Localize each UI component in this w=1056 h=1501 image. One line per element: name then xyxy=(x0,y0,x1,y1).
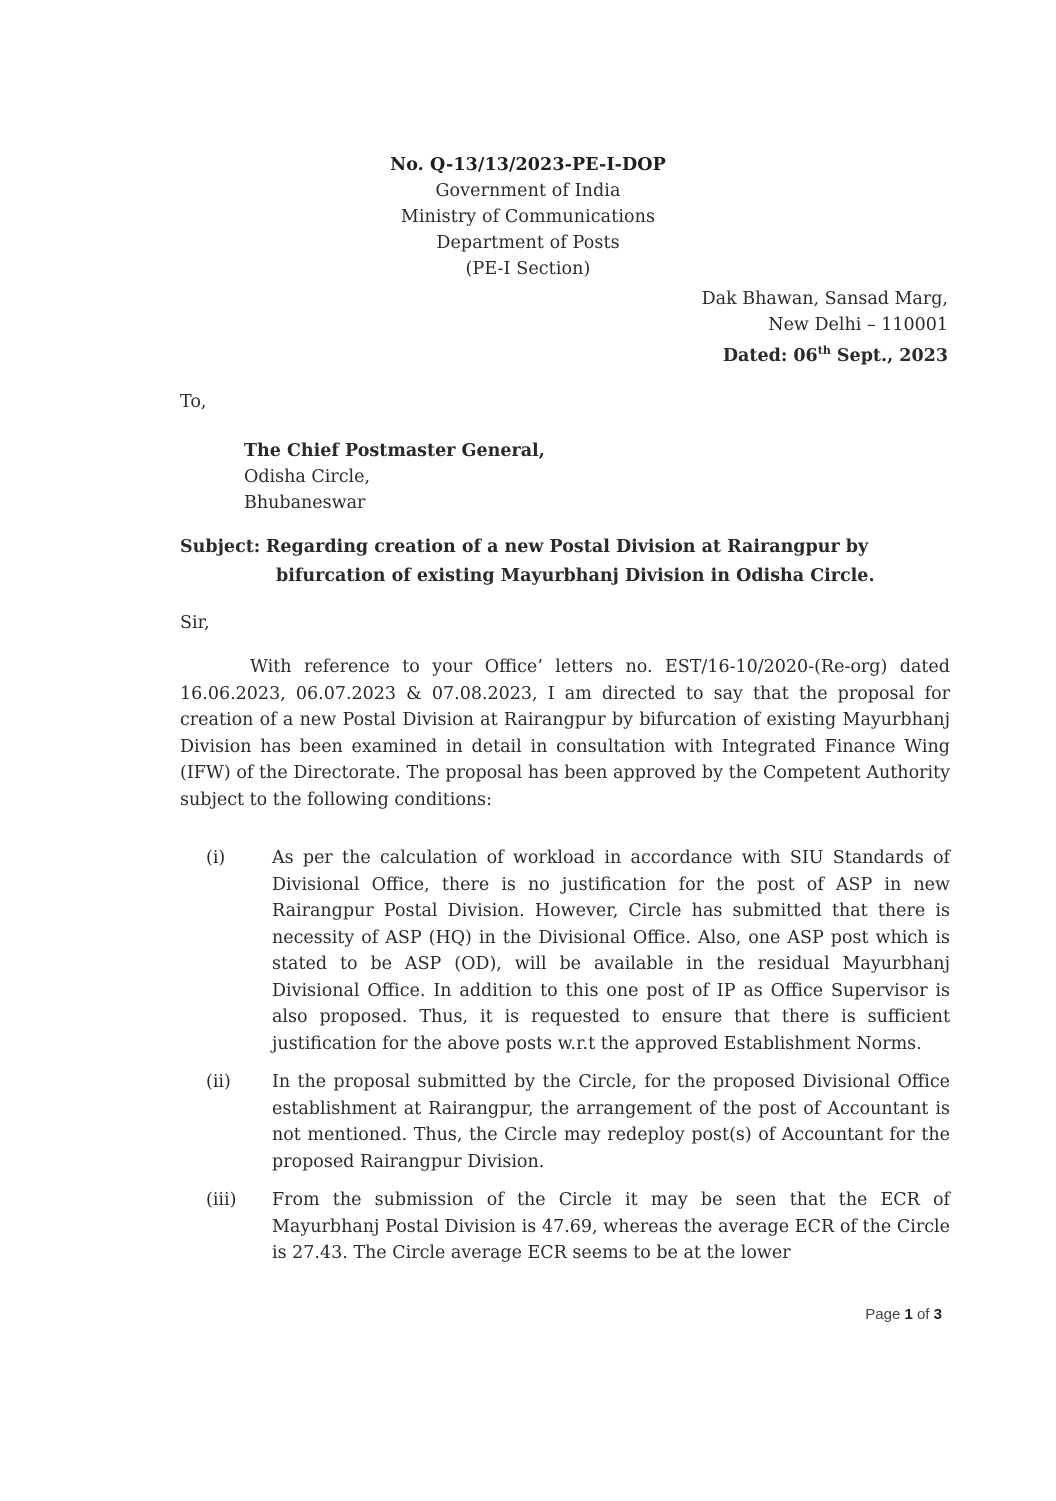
page-number: Page 1 of 3 xyxy=(865,1306,942,1323)
conditions-list xyxy=(206,845,950,1279)
header-government: Government of India xyxy=(435,181,621,201)
header-ministry: Ministry of Communications xyxy=(400,207,656,227)
address-line-1: Dak Bhawan, Sansad Marg, xyxy=(701,289,948,309)
subject-block xyxy=(180,533,950,591)
letter-date: Dated: 06th Sept., 2023 xyxy=(722,344,948,366)
condition-text: As per the calculation of workload in accordance with SIU Standards of Divisional Office, there is no justification for the post of ASP in new Rairangpur Postal Division. However, Circle has submitted that there is necessity of ASP (HQ) in the Divisional Office. Also, one ASP post which is stated to be ASP (OD), will be available in the residual Mayurbhanj Divisional Office. In addition to this one post of IP as Office Supervisor is also proposed. Thus, it is requested to ensure that there is sufficient justification for the above posts w.r.t the approved Establishment Norms. xyxy=(272,848,950,1054)
letter-header xyxy=(0,152,1056,282)
recipient-line-3: Bhubaneswar xyxy=(244,493,366,513)
subject-text-line-1: Regarding creation of a new Postal Division at Rairangpur by xyxy=(265,537,869,557)
condition-item xyxy=(206,845,950,1057)
condition-text: In the proposal submitted by the Circle, for the proposed Divisional Office establishment at Rairangpur, the arrangement of the post of Accountant is not mentioned. Thus, the Circle may redeploy post(s) of Accountant for the proposed Rairangpur Division. xyxy=(272,1072,950,1172)
salutation: Sir, xyxy=(180,613,210,633)
subject-label: Subject: xyxy=(180,537,261,557)
sender-address xyxy=(702,286,948,369)
header-department: Department of Posts xyxy=(436,233,620,253)
condition-number: (iii) xyxy=(206,1190,237,1210)
to-label: To, xyxy=(180,392,207,412)
condition-item xyxy=(206,1187,950,1267)
recipient-block xyxy=(244,438,545,516)
header-section: (PE-I Section) xyxy=(465,259,591,279)
subject-text-line-2: bifurcation of existing Mayurbhanj Division in Odisha Circle. xyxy=(276,566,875,586)
body-paragraph: With reference to your Office’ letters no. EST/16-10/2020-(Re-org) dated 16.06.2023, 06.07.2023 & 07.08.2023, I am directed to say that the proposal for creation of a new Postal Division at Rairangpur by bifurcation of existing Mayurbhanj Division has been examined in detail in consultation with Integrated Finance Wing (IFW) of the Directorate. The proposal has been approved by the Competent Authority subject to the following conditions: xyxy=(180,657,950,810)
address-line-2: New Delhi – 110001 xyxy=(768,315,948,335)
condition-text: From the submission of the Circle it may be seen that the ECR of Mayurbhanj Postal Division is 47.69, whereas the average ECR of the Circle is 27.43. The Circle average ECR seems to be at the lower xyxy=(272,1190,950,1263)
condition-item xyxy=(206,1069,950,1175)
condition-number: (ii) xyxy=(206,1072,231,1092)
recipient-name: The Chief Postmaster General, xyxy=(244,441,545,461)
condition-number: (i) xyxy=(206,848,226,868)
recipient-line-2: Odisha Circle, xyxy=(244,467,371,487)
reference-number: No. Q-13/13/2023-PE-I-DOP xyxy=(390,155,666,175)
